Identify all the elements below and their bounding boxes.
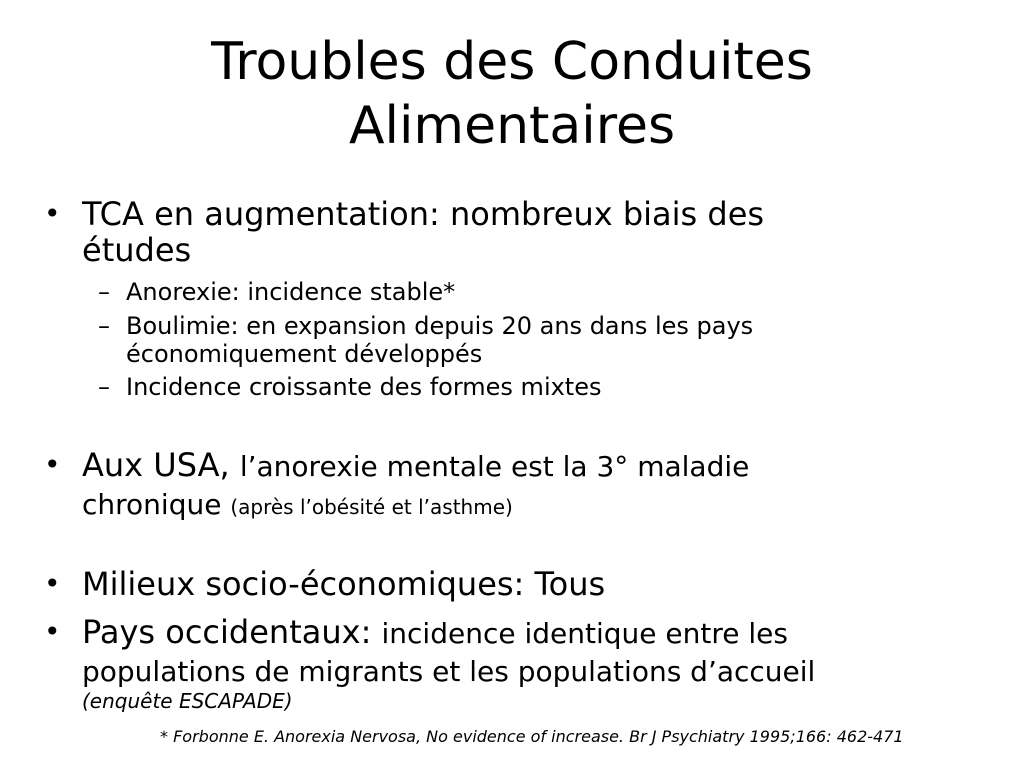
slide-title-line-1: Troubles des Conduites [211, 32, 813, 92]
sub-bullet-boulimie-text [126, 312, 976, 368]
footnote-reference: * Forbonne E. Anorexia Nervosa, No evidence of increase. Br J Psychiatry 1995;166: 462-471 [160, 727, 904, 746]
slide-title-line-2: Alimentaires [348, 96, 676, 156]
bullet-marker: • [44, 567, 61, 600]
bullet-usa-line-2: chronique [82, 488, 231, 521]
bullet-pays-note: (enquête ESCAPADE) [82, 689, 293, 713]
bullet-tca-text [82, 196, 982, 268]
bullet-marker: • [44, 615, 61, 648]
bullet-marker: • [44, 197, 61, 230]
bullet-usa-note: (après l’obésité et l’asthme) [230, 495, 513, 519]
bullet-tca-line-2: études [82, 231, 192, 269]
sub-bullet-marker: – [98, 278, 110, 306]
bullet-pays-lead: Pays occidentaux: [82, 613, 382, 651]
sub-bullet-marker: – [98, 312, 110, 340]
sub-bullet-boulimie-line-1: Boulimie: en expansion depuis 20 ans dans les pays [126, 312, 754, 340]
bullet-pays-line-2: populations de migrants et les populations d’accueil [82, 655, 816, 688]
slide-title [40, 30, 984, 158]
sub-bullet-marker: – [98, 373, 110, 401]
sub-bullet-boulimie-line-2: économiquement développés [126, 340, 483, 368]
bullet-milieux-text: Milieux socio-économiques: Tous [82, 565, 606, 603]
bullet-pays-text [82, 614, 982, 712]
bullet-usa-lead: Aux USA, [82, 446, 240, 484]
bullet-tca-line-1: TCA en augmentation: nombreux biais des [82, 195, 765, 233]
bullet-usa-text [82, 447, 982, 525]
bullet-usa-rest: l’anorexie mentale est la 3° maladie [239, 450, 750, 483]
sub-bullet-anorexie-text: Anorexie: incidence stable* [126, 278, 456, 306]
bullet-pays-rest: incidence identique entre les [381, 617, 788, 650]
bullet-marker: • [44, 448, 61, 481]
sub-bullet-mixtes-text: Incidence croissante des formes mixtes [126, 373, 602, 401]
